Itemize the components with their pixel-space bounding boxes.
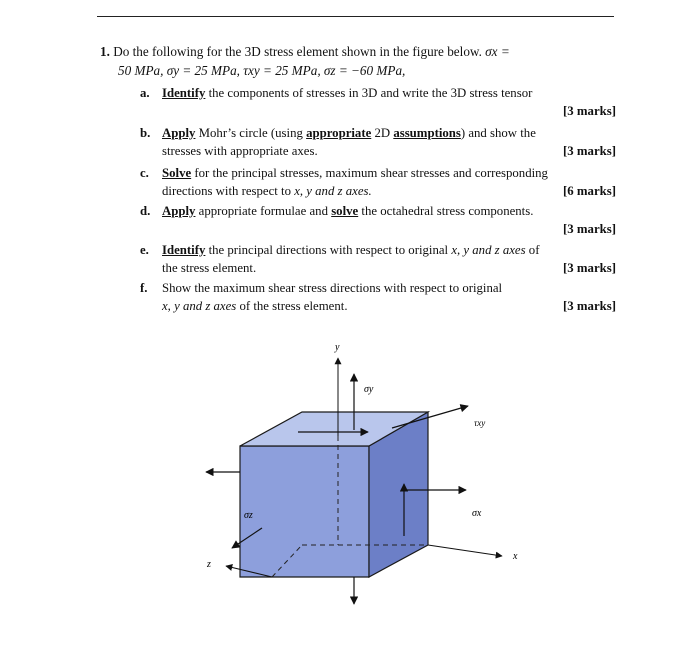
part-e-text1: the principal directions with respect to original [208, 243, 449, 257]
part-e-text2: the stress element. [162, 261, 257, 275]
tau-xy-label: τxy [474, 418, 486, 428]
part-f-math: x, y and z axes [162, 299, 237, 313]
part-d-post: the octahedral stress components. [361, 204, 534, 218]
axis-y-label: y [335, 342, 340, 353]
part-e-label: e. [140, 243, 149, 257]
part-b-text2: stresses with appropriate axes. [162, 144, 318, 158]
part-c-verb: Solve [162, 166, 192, 180]
question-intro-line2: 50 MPa, σy = 25 MPa, τxy = 25 MPa, σz = −60 MPa, [118, 63, 406, 78]
axis-x-label: x [513, 551, 518, 562]
part-d-marks: [3 marks] [563, 222, 616, 236]
part-f-text1: Show the maximum shear stress directions with respect to original [162, 281, 503, 295]
cube-front-face [240, 446, 369, 577]
part-d-pre: appropriate formulae and [198, 204, 328, 218]
part-b-keyword-appropriate: appropriate [306, 126, 372, 140]
sigma-x-lhs: σx = [485, 44, 510, 59]
part-e-math: x, y and z axes [451, 243, 526, 257]
part-a-text: the components of stresses in 3D and write the 3D stress tensor [208, 86, 533, 100]
part-d-label: d. [140, 204, 151, 218]
part-f-text2: of the stress element. [239, 299, 348, 313]
part-b-keyword-assumptions: assumptions [393, 126, 461, 140]
part-e-marks: [3 marks] [563, 261, 616, 275]
part-d-keyword-solve: solve [331, 204, 359, 218]
sigma-x-label: σx [472, 508, 482, 519]
part-c-label: c. [140, 166, 149, 180]
part-b-verb: Apply [162, 126, 196, 140]
part-b-label: b. [140, 126, 151, 140]
question-intro-text: Do the following for the 3D stress element shown in the figure below. [113, 44, 482, 59]
part-a-verb: Identify [162, 86, 206, 100]
part-c-marks: [6 marks] [563, 184, 616, 198]
part-f-label: f. [140, 281, 148, 295]
sigma-y-label: σy [364, 384, 374, 395]
part-b-mid: 2D [374, 126, 391, 140]
axis-z-label: z [207, 559, 211, 570]
part-a-marks: [3 marks] [563, 104, 616, 118]
part-e-verb: Identify [162, 243, 206, 257]
part-f-marks: [3 marks] [563, 299, 616, 313]
question-number: 1. [100, 44, 110, 59]
part-b-pre: Mohr’s circle (using [198, 126, 303, 140]
part-b-marks: [3 marks] [563, 144, 616, 158]
part-c-text1: for the principal stresses, maximum shear stresses and corresponding [194, 166, 548, 180]
x-axis [428, 545, 502, 556]
sigma-z-label: σz [244, 510, 253, 521]
part-c-text2: directions with respect to [162, 184, 291, 198]
part-e-text1b: of [528, 243, 540, 257]
part-b-post: ) and show the [460, 126, 536, 140]
part-c-math: x, y and z axes. [294, 184, 372, 198]
part-d-verb: Apply [162, 204, 196, 218]
part-a-label: a. [140, 86, 150, 100]
